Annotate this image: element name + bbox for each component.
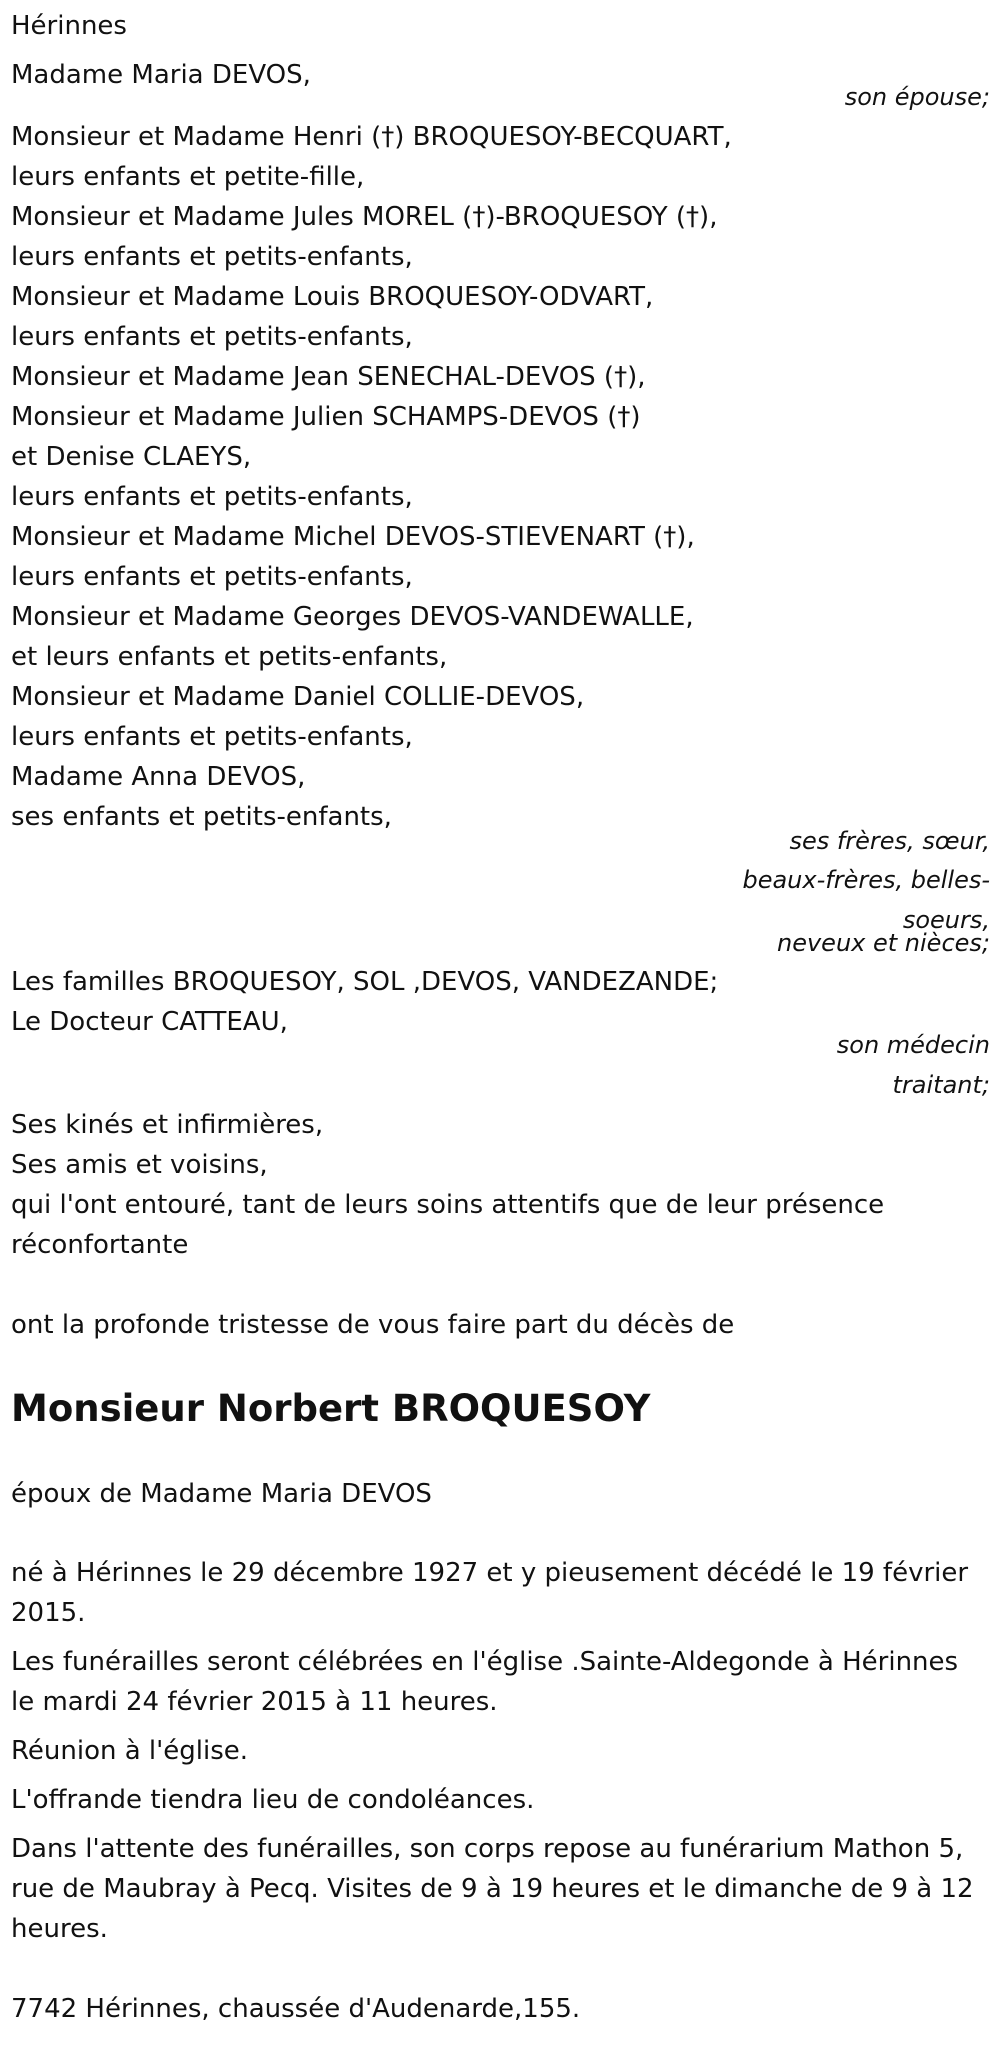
family-line: et leurs enfants et petits-enfants, <box>11 642 448 672</box>
care-line: qui l'ont entouré, tant de leurs soins attentifs que de leur présence <box>11 1190 885 1220</box>
family-line: ses enfants et petits-enfants, <box>11 802 392 832</box>
birth-death-line: 2015. <box>11 1598 86 1628</box>
siblings-role-line: soeurs, <box>902 906 990 934</box>
family-line: leurs enfants et petits-enfants, <box>11 722 413 752</box>
family-line: leurs enfants et petite-fille, <box>11 162 365 192</box>
family-line: Monsieur et Madame Julien SCHAMPS-DEVOS (†) <box>11 402 641 432</box>
family-line: et Denise CLAEYS, <box>11 442 252 472</box>
family-line: Monsieur et Madame Daniel COLLIE-DEVOS, <box>11 682 585 712</box>
siblings-role-line: neveux et nièces; <box>777 929 990 957</box>
deceased-name: Monsieur Norbert BROQUESOY <box>11 1387 651 1430</box>
family-line: leurs enfants et petits-enfants, <box>11 322 413 352</box>
families-line: Les familles BROQUESOY, SOL ,DEVOS, VANDEZANDE; <box>11 967 719 997</box>
family-line: Monsieur et Madame Jean SENECHAL-DEVOS (†), <box>11 362 646 392</box>
announcement-line: ont la profonde tristesse de vous faire part du décès de <box>11 1310 735 1340</box>
place-header: Hérinnes <box>11 11 127 41</box>
care-line: Ses amis et voisins, <box>11 1150 268 1180</box>
family-line: leurs enfants et petits-enfants, <box>11 482 413 512</box>
reunion-line: Réunion à l'église. <box>11 1736 249 1766</box>
funeral-line: le mardi 24 février 2015 à 11 heures. <box>11 1687 498 1717</box>
doctor-name: Le Docteur CATTEAU, <box>11 1007 288 1037</box>
family-line: Monsieur et Madame Georges DEVOS-VANDEWALLE, <box>11 602 694 632</box>
family-line: leurs enfants et petits-enfants, <box>11 242 413 272</box>
family-line: Madame Anna DEVOS, <box>11 762 306 792</box>
visitation-line: rue de Maubray à Pecq. Visites de 9 à 19 heures et le dimanche de 9 à 12 <box>11 1874 974 1904</box>
care-line: réconfortante <box>11 1230 189 1260</box>
siblings-role-line: beaux-frères, belles- <box>742 866 990 894</box>
spouse-of-line: époux de Madame Maria DEVOS <box>11 1479 432 1509</box>
doctor-role-line: son médecin <box>836 1031 990 1059</box>
family-line: Monsieur et Madame Louis BROQUESOY-ODVART, <box>11 282 654 312</box>
spouse-name: Madame Maria DEVOS, <box>11 60 311 90</box>
funeral-line: Les funérailles seront célébrées en l'église .Sainte-Aldegonde à Hérinnes <box>11 1647 959 1677</box>
family-line: Monsieur et Madame Henri (†) BROQUESOY-BECQUART, <box>11 122 732 152</box>
siblings-role-line: ses frères, sœur, <box>789 827 990 855</box>
spouse-role: son épouse; <box>844 83 990 111</box>
visitation-line: heures. <box>11 1914 108 1944</box>
family-line: leurs enfants et petits-enfants, <box>11 562 413 592</box>
family-line: Monsieur et Madame Michel DEVOS-STIEVENART (†), <box>11 522 695 552</box>
offering-line: L'offrande tiendra lieu de condoléances. <box>11 1785 535 1815</box>
care-line: Ses kinés et infirmières, <box>11 1110 324 1140</box>
family-line: Monsieur et Madame Jules MOREL (†)-BROQUESOY (†), <box>11 202 718 232</box>
visitation-line: Dans l'attente des funérailles, son corps repose au funérarium Mathon 5, <box>11 1834 964 1864</box>
address-line: 7742 Hérinnes, chaussée d'Audenarde,155. <box>11 1994 581 2024</box>
doctor-role-line: traitant; <box>892 1071 990 1099</box>
birth-death-line: né à Hérinnes le 29 décembre 1927 et y pieusement décédé le 19 février <box>11 1558 969 1588</box>
